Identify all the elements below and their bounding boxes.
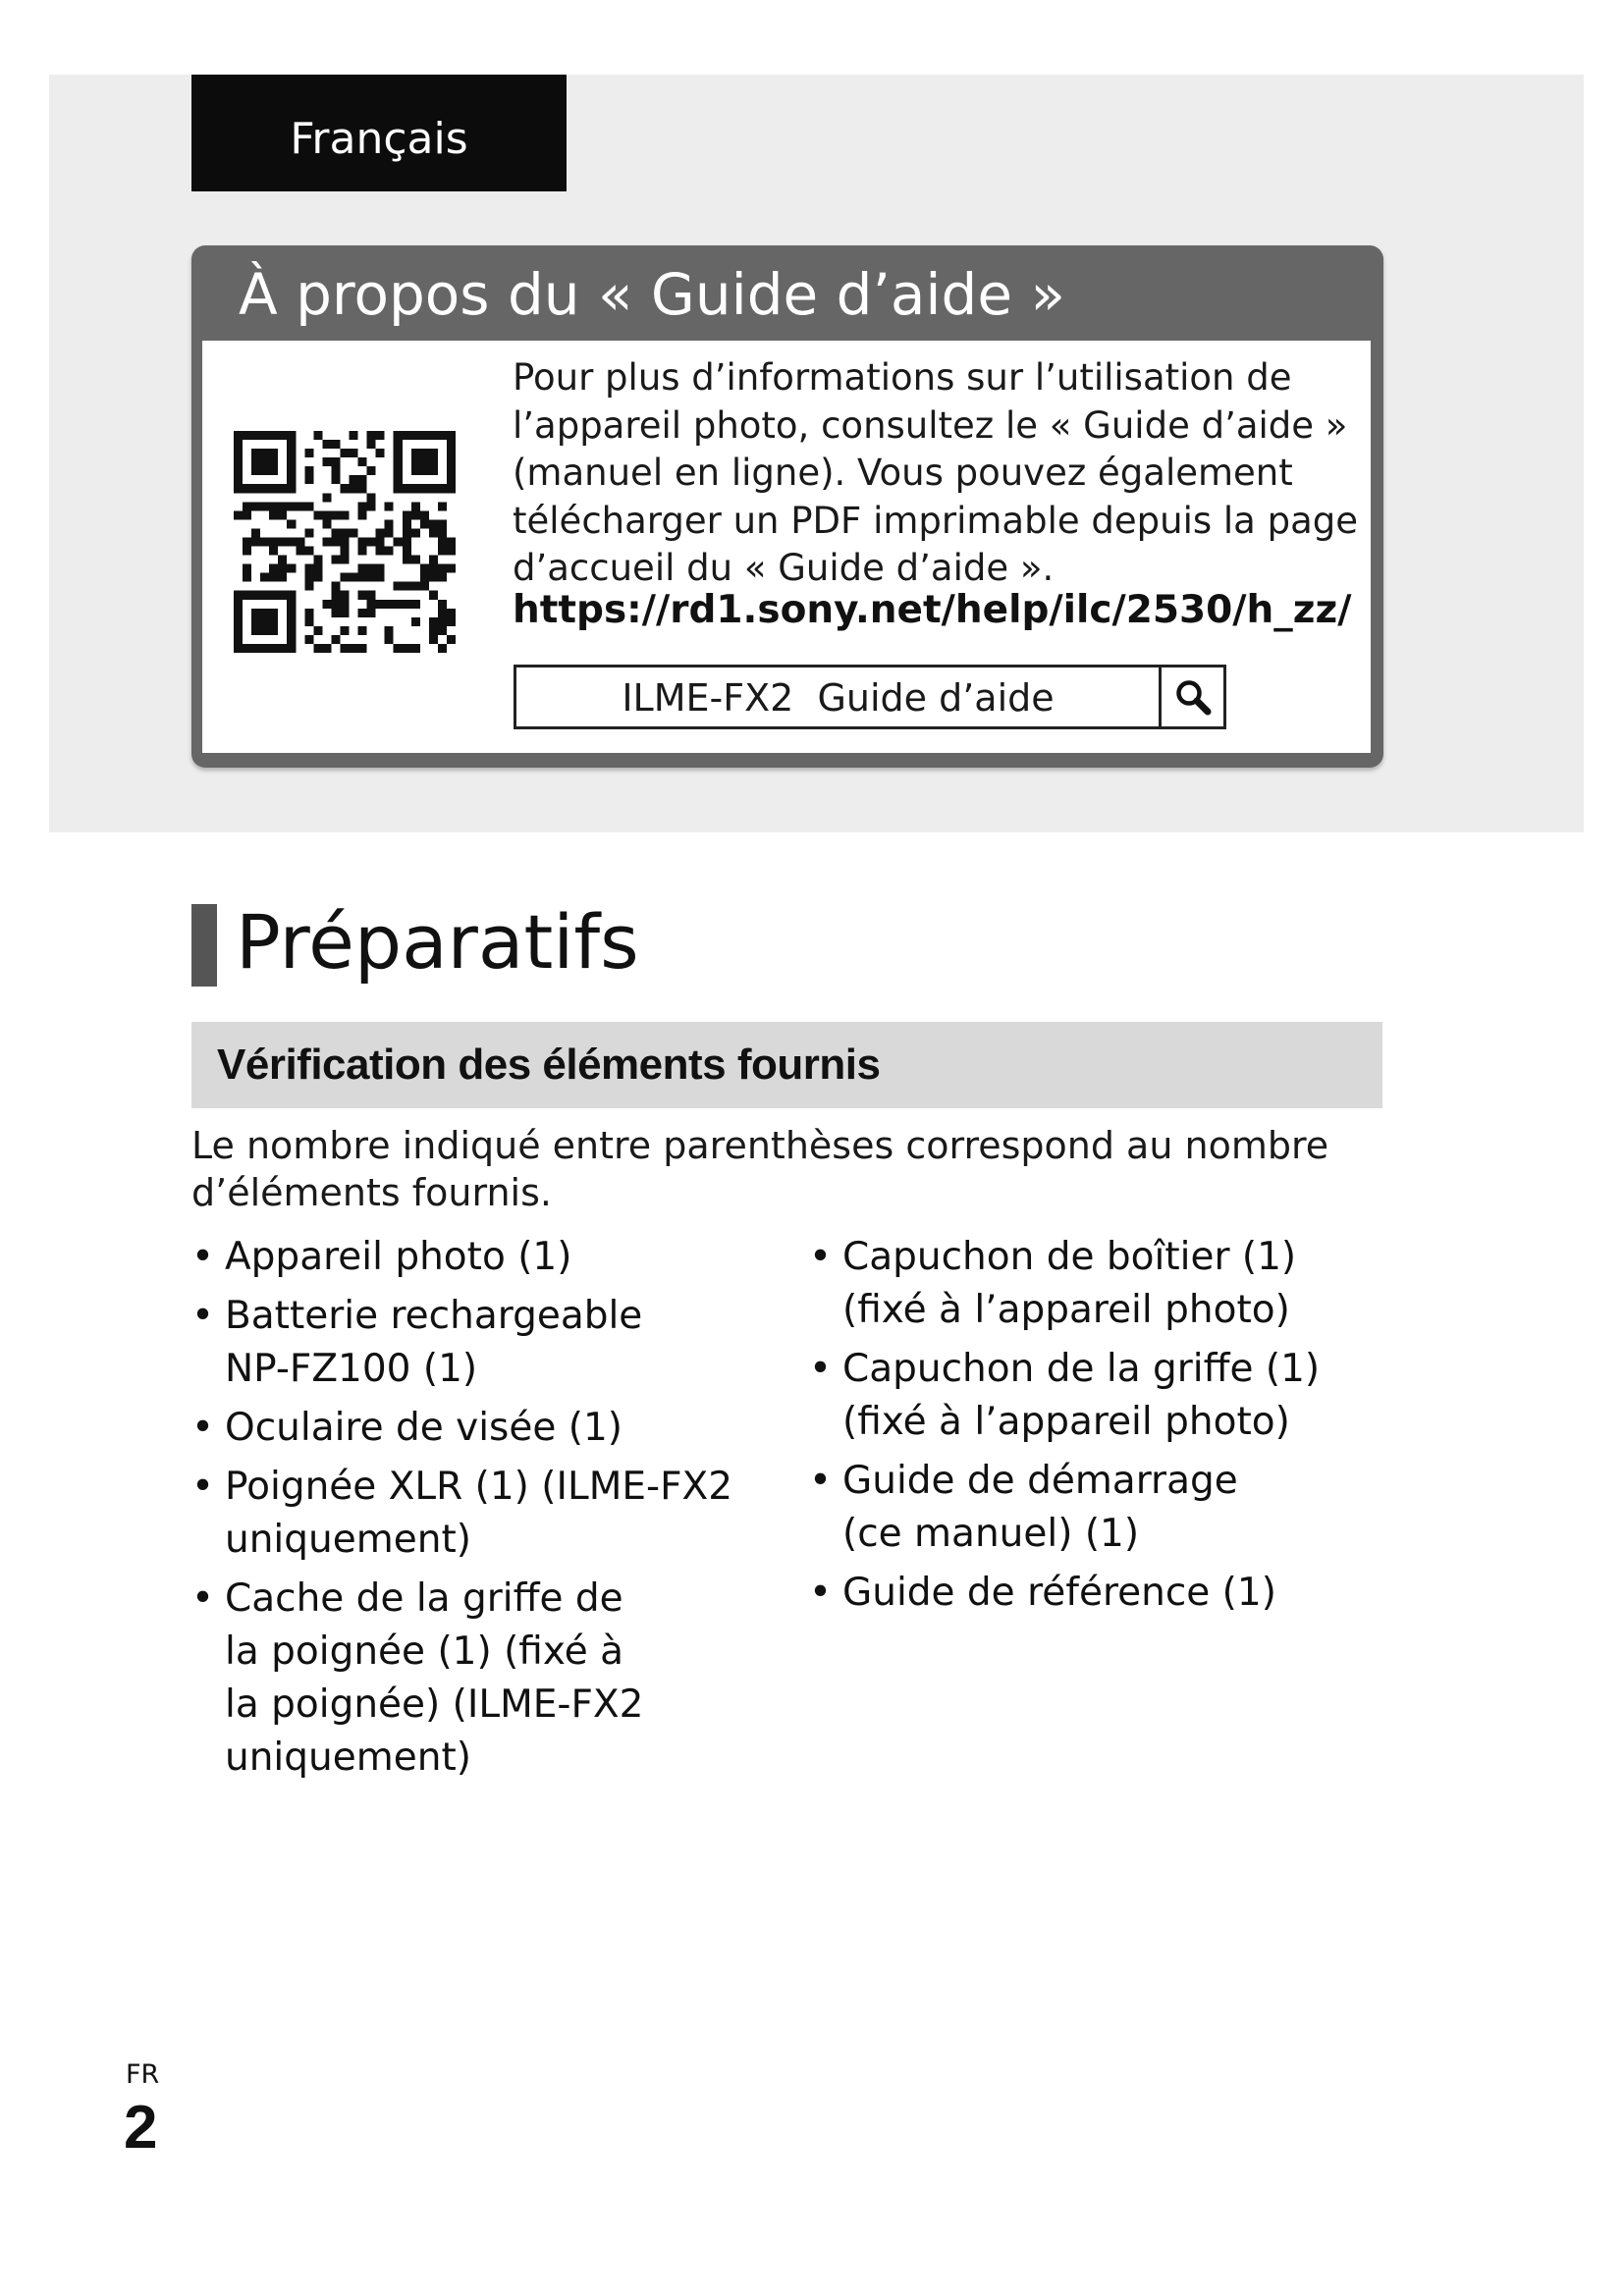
list-item [189,1573,798,1785]
list-item-line: (fixé à l’appareil photo) [842,1400,1290,1444]
language-tab [191,75,567,191]
list-item [807,1231,1396,1337]
help-guide-line: télécharger un PDF imprimable depuis la page [513,499,1359,542]
list-item-line: uniquement) [225,1735,471,1780]
subheading-title: Vérification des éléments fournis [217,1041,881,1089]
list-item-line: • Oculaire de visée (1) [225,1406,623,1450]
help-guide-description [513,354,1357,593]
list-item-line: (fixé à l’appareil photo) [842,1288,1290,1332]
list-item [189,1290,798,1396]
help-guide-line: Pour plus d’informations sur l’utilisation de [513,356,1292,399]
list-item [807,1455,1396,1561]
search-button[interactable] [1159,667,1223,726]
help-guide-content [202,341,1371,753]
list-item-line: • Capuchon de la griffe (1) [842,1347,1321,1391]
list-item-line: • Cache de la griffe de [225,1576,623,1621]
help-guide-box [191,245,1383,768]
list-item [189,1461,798,1567]
magnifier-icon [1173,677,1213,717]
list-item-line: • Capuchon de boîtier (1) [842,1235,1297,1279]
help-guide-title: À propos du « Guide d’aide » [239,261,1065,328]
subheading-bar [191,1022,1382,1108]
supplied-items-left [189,1231,798,1790]
supplied-items-right [807,1231,1396,1626]
list-item-line: • Guide de référence (1) [842,1571,1276,1615]
list-item [189,1231,798,1284]
list-item-line: • Guide de démarrage [842,1459,1238,1503]
list-item-line: • Appareil photo (1) [225,1235,572,1279]
list-item-line: NP-FZ100 (1) [225,1347,478,1391]
page-number: 2 [124,2094,158,2162]
search-query-text[interactable]: ILME-FX2 Guide d’aide [622,676,1055,720]
intro-text: Le nombre indiqué entre parenthèses correspond au nombre d’éléments fournis. [191,1124,1329,1214]
list-item-line: • Poignée XLR (1) (ILME-FX2 [225,1465,733,1509]
qr-code-icon [234,431,456,653]
list-item [807,1343,1396,1449]
help-guide-url[interactable]: https://rd1.sony.net/help/ilc/2530/h_zz/ [513,588,1352,632]
list-item-line: la poignée (1) (fixé à [225,1629,624,1674]
section-marker [191,904,217,987]
list-item [189,1402,798,1455]
help-guide-line: l’appareil photo, consultez le « Guide d’aide » [513,403,1348,447]
list-item-line: • Batterie rechargeable [225,1294,643,1338]
list-item-line: la poignée) (ILME-FX2 [225,1682,644,1727]
page-language-code: FR [126,2059,160,2090]
section-title: Préparatifs [236,898,639,986]
list-item-line: uniquement) [225,1518,471,1562]
search-box[interactable] [514,665,1226,729]
help-guide-line: d’accueil du « Guide d’aide ». [513,547,1055,589]
help-guide-line: (manuel en ligne). Vous pouvez également [513,452,1293,494]
list-item [807,1567,1396,1620]
language-tab-label: Français [290,114,468,164]
list-item-line: (ce manuel) (1) [842,1512,1140,1556]
